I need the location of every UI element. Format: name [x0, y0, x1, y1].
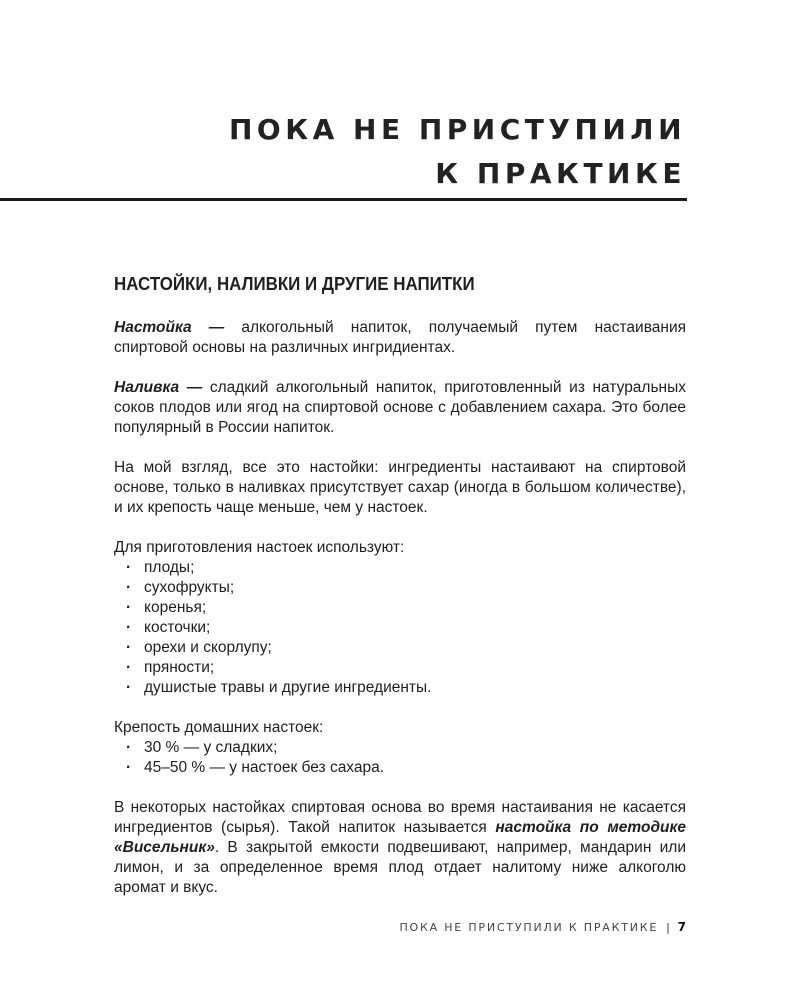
term-viselnik: настойка по методике «Висельник»: [114, 819, 686, 856]
ingredients-intro: Для приготовления настоек используют:: [114, 539, 405, 556]
chapter-title-line-2: К ПРАКТИКЕ: [435, 157, 686, 190]
main-content: [114, 272, 686, 918]
ingredients-list: [114, 558, 686, 698]
final-paragraph: [114, 798, 686, 898]
list-item: · орехи и скорлупу;: [114, 638, 686, 658]
term-nastoyka: Настойка —: [114, 319, 225, 336]
opinion-paragraph: На мой взгляд, все это настойки: ингредиенты настаивают на спиртовой основе, только в наливках присутствует сахар (иногда в большом количестве), и их крепость чаще меньше, чем у настоек.: [114, 459, 686, 516]
chapter-title-line-1: ПОКА НЕ ПРИСТУПИЛИ: [228, 113, 686, 146]
list-item: · 30 % — у сладких;: [114, 738, 686, 758]
definition-nastoyka-text: алкогольный напиток, получаемый путем настаивания спиртовой основы на различных ингридиентах.: [114, 319, 687, 356]
list-item: · коренья;: [114, 598, 686, 618]
strength-list: [114, 738, 686, 778]
term-nalivka: Наливка —: [114, 379, 203, 396]
list-item: · душистые травы и другие ингредиенты.: [114, 678, 686, 698]
list-item: · плоды;: [114, 558, 686, 578]
list-item: · косточки;: [114, 618, 686, 638]
running-title: ПОКА НЕ ПРИСТУПИЛИ К ПРАКТИКЕ: [399, 921, 659, 934]
section-heading: НАСТОЙКИ, НАЛИВКИ И ДРУГИЕ НАПИТКИ: [114, 274, 475, 294]
page-footer: [399, 920, 686, 934]
final-paragraph-part-1: В некоторых настойках спиртовая основа во время настаивания не касается ингредиентов (сырья). Такой напиток называется: [114, 799, 686, 836]
list-item: · пряности;: [114, 658, 686, 678]
definition-nalivka-text: сладкий алкогольный напиток, приготовленный из натуральных соков плодов или ягод на спиртовой основе с добавлением сахара. Это более популярный в России напиток.: [114, 379, 687, 436]
list-item: · 45–50 % — у настоек без сахара.: [114, 758, 686, 778]
title-rule: [0, 198, 687, 201]
chapter-title: [229, 108, 686, 196]
page-number: 7: [677, 920, 686, 934]
final-paragraph-part-2: . В закрытой емкости подвешивают, например, мандарин или лимон, и за определенное время плод отдает налитому ниже алкоголю аромат и вкус.: [114, 839, 686, 896]
footer-separator: |: [666, 921, 672, 934]
definition-nastoyka: [114, 318, 686, 358]
strength-intro: Крепость домашних настоек:: [114, 719, 324, 736]
list-item: · сухофрукты;: [114, 578, 686, 598]
definition-nalivka: [114, 378, 686, 438]
